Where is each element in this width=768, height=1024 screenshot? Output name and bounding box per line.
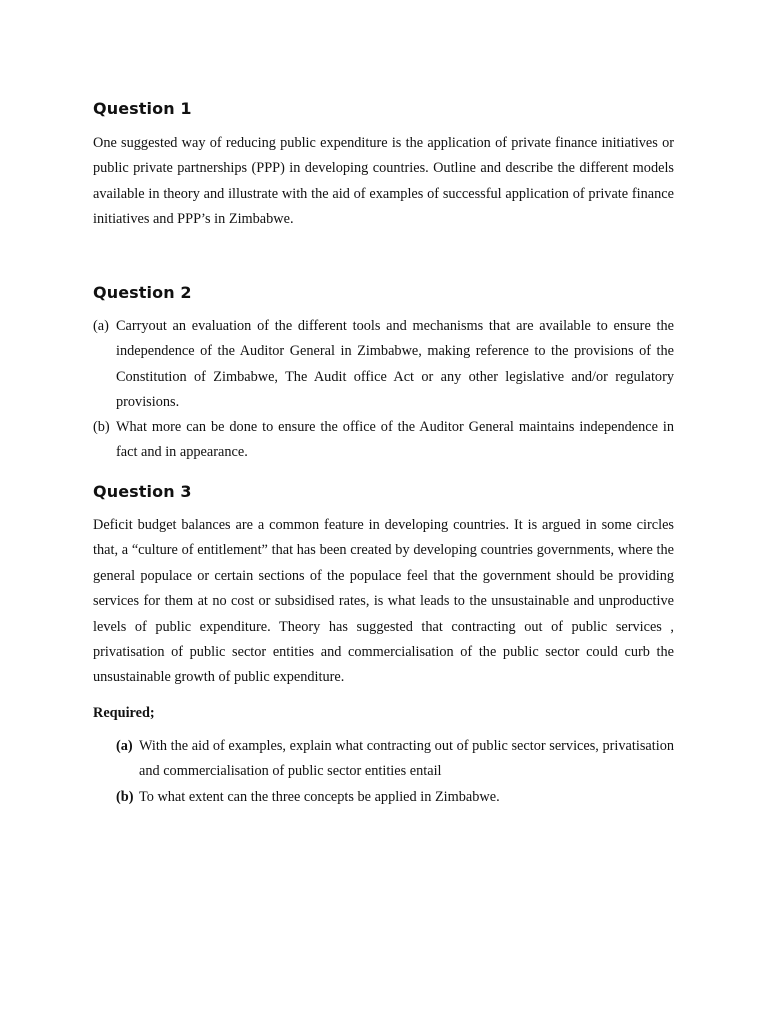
item-text: To what extent can the three concepts be applied in Zimbabwe. (139, 789, 500, 805)
question-1-heading: Question 1 (93, 99, 192, 118)
question-1-text: One suggested way of reducing public expenditure is the application of private finance initiatives or public private partnerships (PPP) in developing countries. Outline and describe the different models available in theory and illustrate with the aid of examples of successful application of private finance initiatives and PPP’s in Zimbabwe. (93, 135, 674, 228)
item-marker: (a) (116, 738, 133, 754)
question-3-item-a (116, 734, 674, 785)
item-text: Carryout an evaluation of the different tools and mechanisms that are available to ensure the independence of the Auditor General in Zimbabwe, making reference to the provisions of the Constitution of Zimbabwe, The Audit office Act or any other legislative and/or regulatory provisions. (116, 318, 674, 411)
item-marker: (a) (93, 318, 109, 334)
item-text: What more can be done to ensure the office of the Auditor General maintains independence in fact and in appearance. (116, 419, 674, 461)
question-3-heading: Question 3 (93, 482, 192, 501)
question-3-item-b (116, 785, 674, 810)
item-marker: (b) (116, 789, 134, 805)
item-marker: (b) (93, 419, 110, 435)
question-3-text: Deficit budget balances are a common feature in developing countries. It is argued in some circles that, a “culture of entitlement” that has been created by developing countries governments, where the general populace or certain sections of the populace feel that the government should be providing services for them at no cost or subsidised rates, is what leads to the unsustainable and unproductive levels of public expenditure. Theory has suggested that contracting out of public services , privatisation of public sector entities and commercialisation of the public sector could curb the unsustainable growth of public expenditure. (93, 517, 674, 686)
question-2-heading: Question 2 (93, 283, 192, 302)
item-text: With the aid of examples, explain what contracting out of public sector services, privatisation and commercialisation of public sector entities entail (139, 738, 674, 780)
question-2-item-b (93, 415, 674, 466)
question-2-item-a (93, 314, 674, 416)
required-label: Required; (93, 705, 155, 721)
